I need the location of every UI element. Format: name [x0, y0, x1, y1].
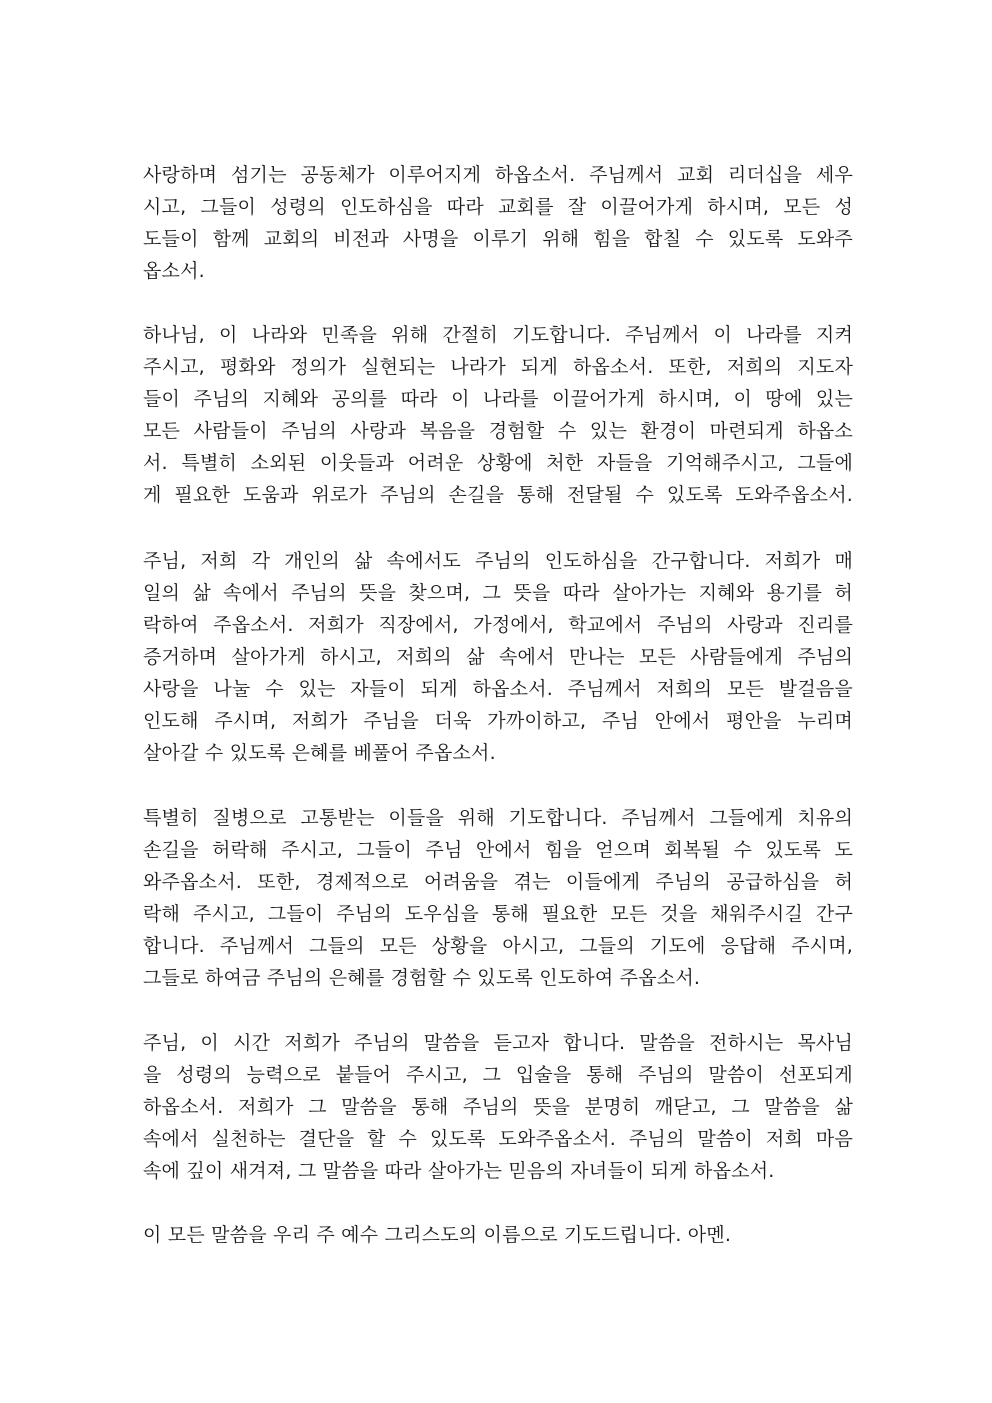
text-line: 손길을 허락해 주시고, 그들이 주님 안에서 힘을 얻으며 회복될 수 있도록 도: [143, 839, 853, 861]
text-line: 을 성령의 능력으로 붙들어 주시고, 그 입술을 통해 주님의 말씀이 선포되게: [143, 1064, 853, 1086]
text-line: 주님, 저희 각 개인의 삶 속에서도 주님의 인도하심을 간구합니다. 저희가 매: [143, 550, 853, 572]
text-line: 도들이 함께 교회의 비전과 사명을 이루기 위해 힘을 합칠 수 있도록 도와주: [143, 228, 853, 250]
text-line: 살아갈 수 있도록 은혜를 베풀어 주옵소서.: [143, 742, 496, 764]
text-line: 모든 사람들이 주님의 사랑과 복음을 경험할 수 있는 환경이 마련되게 하옵소: [143, 420, 853, 442]
text-line: 게 필요한 도움과 위로가 주님의 손길을 통해 전달될 수 있도록 도와주옵소서.: [143, 484, 853, 506]
text-line: 이 모든 말씀을 우리 주 예수 그리스도의 이름으로 기도드립니다. 아멘.: [143, 1224, 732, 1246]
text-line: 주님, 이 시간 저희가 주님의 말씀을 듣고자 합니다. 말씀을 전하시는 목사님: [143, 1032, 853, 1054]
text-line: 와주옵소서. 또한, 경제적으로 어려움을 겪는 이들에게 주님의 공급하심을 허: [143, 871, 853, 893]
text-line: 사랑을 나눌 수 있는 자들이 되게 하옵소서. 주님께서 저희의 모든 발걸음을: [143, 678, 853, 700]
text-line: 시고, 그들이 성령의 인도하심을 따라 교회를 잘 이끌어가게 하시며, 모든 성: [143, 196, 853, 218]
text-line: 사랑하며 섬기는 공동체가 이루어지게 하옵소서. 주님께서 교회 리더십을 세우: [143, 164, 853, 186]
paragraph-community: [143, 159, 853, 287]
text-line: 일의 삶 속에서 주님의 뜻을 찾으며, 그 뜻을 따라 살아가는 지혜와 용기를 허: [143, 582, 853, 604]
text-line: 합니다. 주님께서 그들의 모든 상황을 아시고, 그들의 기도에 응답해 주시며,: [143, 935, 853, 957]
text-line: 들이 주님의 지혜와 공의를 따라 이 나라를 이끌어가게 하시며, 이 땅에 있는: [143, 388, 853, 410]
text-line: 서. 특별히 소외된 이웃들과 어려운 상황에 처한 자들을 기억해주시고, 그들에: [143, 452, 853, 474]
paragraph-sermon: [143, 1027, 853, 1187]
text-line: 주시고, 평화와 정의가 실현되는 나라가 되게 하옵소서. 또한, 저희의 지도자: [143, 356, 853, 378]
text-line: 그들로 하여금 주님의 은혜를 경험할 수 있도록 인도하여 주옵소서.: [143, 967, 701, 989]
text-line: 증거하며 살아가게 하시고, 저희의 삶 속에서 만나는 모든 사람들에게 주님의: [143, 646, 853, 668]
text-line: 인도해 주시며, 저희가 주님을 더욱 가까이하고, 주님 안에서 평안을 누리며: [143, 710, 853, 732]
paragraph-closing: [143, 1219, 853, 1251]
text-line: 하나님, 이 나라와 민족을 위해 간절히 기도합니다. 주님께서 이 나라를 지켜: [143, 324, 853, 346]
paragraph-healing: [143, 802, 853, 994]
text-line: 속에 깊이 새겨져, 그 말씀을 따라 살아가는 믿음의 자녀들이 되게 하옵소서.: [143, 1160, 775, 1182]
text-line: 락하여 주옵소서. 저희가 직장에서, 가정에서, 학교에서 주님의 사랑과 진리를: [143, 614, 853, 636]
paragraph-personal-life: [143, 545, 853, 769]
text-line: 특별히 질병으로 고통받는 이들을 위해 기도합니다. 주님께서 그들에게 치유의: [143, 807, 853, 829]
text-line: 옵소서.: [143, 260, 205, 282]
text-line: 하옵소서. 저희가 그 말씀을 통해 주님의 뜻을 분명히 깨닫고, 그 말씀을 삶: [143, 1096, 853, 1118]
paragraph-nation: [143, 319, 853, 511]
text-line: 속에서 실천하는 결단을 할 수 있도록 도와주옵소서. 주님의 말씀이 저희 마음: [143, 1128, 853, 1150]
text-line: 락해 주시고, 그들이 주님의 도우심을 통해 필요한 모든 것을 채워주시길 간구: [143, 903, 853, 925]
